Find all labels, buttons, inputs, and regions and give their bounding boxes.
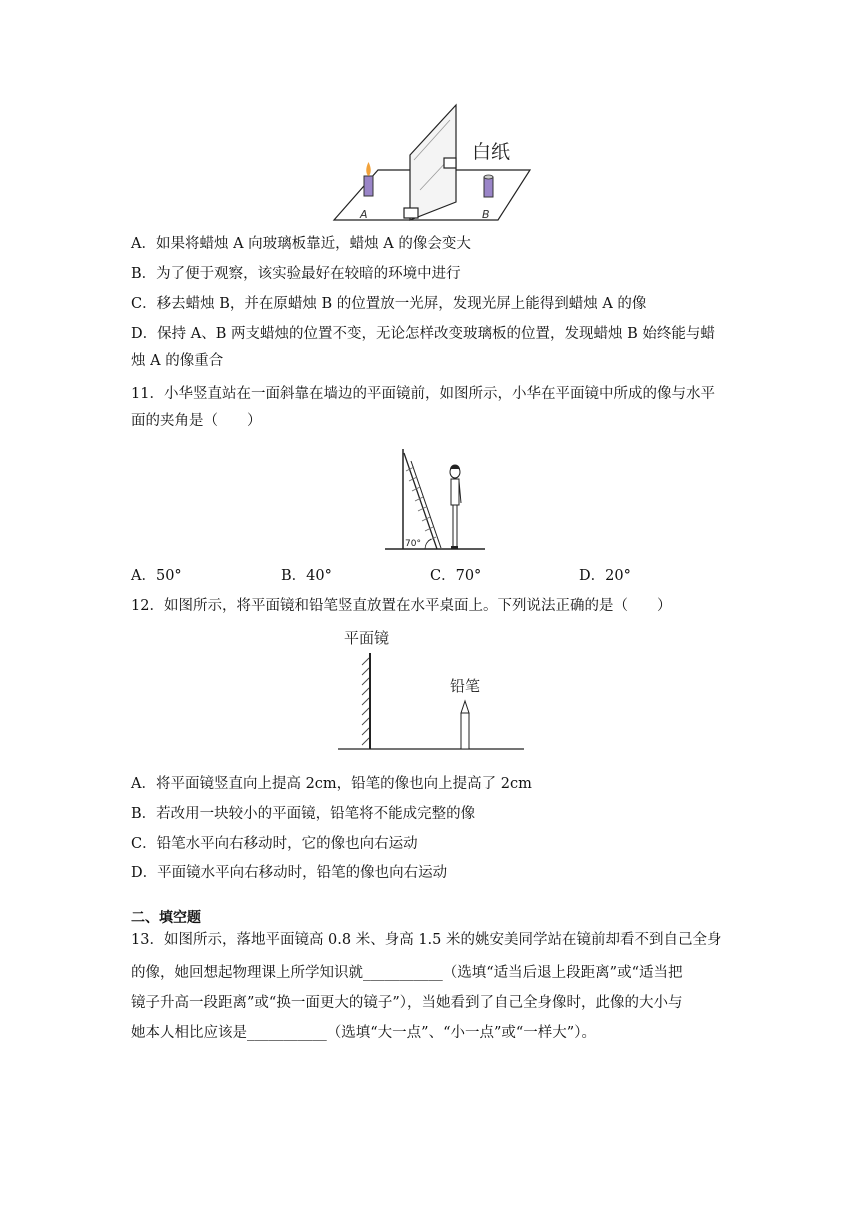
candle-b (484, 175, 493, 197)
q10-option-b: B．为了便于观察，该实验最好在较暗的环境中进行 (131, 266, 461, 282)
q11-option-b: B．40° (281, 568, 332, 584)
q12-option-c: C．铅笔水平向右移动时，它的像也向右运动 (131, 836, 418, 852)
pencil (461, 701, 469, 749)
q11-option-c: C．70° (430, 568, 482, 584)
label-white-paper: 白纸 (472, 141, 511, 163)
q12-option-d: D．平面镜水平向右移动时，铅笔的像也向右运动 (131, 865, 448, 881)
q13-line4: 她本人相比应该是___________（选填“大一点”、“小一点”或“一样大”）。 (131, 1025, 596, 1041)
q10-option-d: D．保持 A、B 两支蜡烛的位置不变，无论怎样改变玻璃板的位置，发现蜡烛 B 始终能与蜡 (131, 326, 715, 342)
q12-option-b: B．若改用一块较小的平面镜，铅笔将不能成完整的像 (131, 806, 476, 822)
q13-line1: 13．如图所示，落地平面镜高 0.8 米、身高 1.5 米的姚安美同学站在镜前却看不到自己全身 (131, 932, 722, 948)
tilted-mirror-figure (385, 447, 490, 555)
q11-option-d: D．20° (579, 568, 631, 584)
person-figure (450, 465, 461, 550)
angle-label: 70° (405, 539, 421, 549)
q13-line3: 镜子升高一段距离”或“换一面更大的镜子”），当她看到了自己全身像时，此像的大小与 (131, 995, 683, 1011)
label-b: B (482, 208, 490, 221)
q11-stem-line2: 面的夹角是（ ） (131, 413, 262, 429)
candle-mirror-figure (330, 100, 540, 225)
q10-option-c: C．移去蜡烛 B，并在原蜡烛 B 的位置放一光屏，发现光屏上能得到蜡烛 A 的像 (131, 296, 647, 312)
q12-option-a: A．将平面镜竖直向上提高 2cm，铅笔的像也向上提高了 2cm (131, 776, 532, 792)
mirror-label: 平面镜 (344, 629, 390, 647)
section-title-fill-in: 二、填空题 (131, 910, 201, 926)
q10-option-a: A．如果将蜡烛 A 向玻璃板靠近，蜡烛 A 的像会变大 (131, 236, 471, 252)
q11-option-a: A．50° (131, 568, 182, 584)
label-a: A (360, 208, 368, 221)
q10-option-d-continued: 烛 A 的像重合 (131, 353, 224, 369)
mirror-pencil-figure (336, 625, 526, 751)
q12-stem: 12．如图所示，将平面镜和铅笔竖直放置在水平桌面上。下列说法正确的是（ ） (131, 598, 672, 614)
q13-line2: 的像，她回想起物理课上所学知识就___________（选填“适当后退上段距离”或“适当把 (131, 965, 683, 981)
pencil-label: 铅笔 (450, 677, 481, 695)
candle-a (364, 162, 373, 196)
q11-stem-line1: 11．小华竖直站在一面斜靠在墙边的平面镜前，如图所示，小华在平面镜中所成的像与水平 (131, 386, 715, 402)
